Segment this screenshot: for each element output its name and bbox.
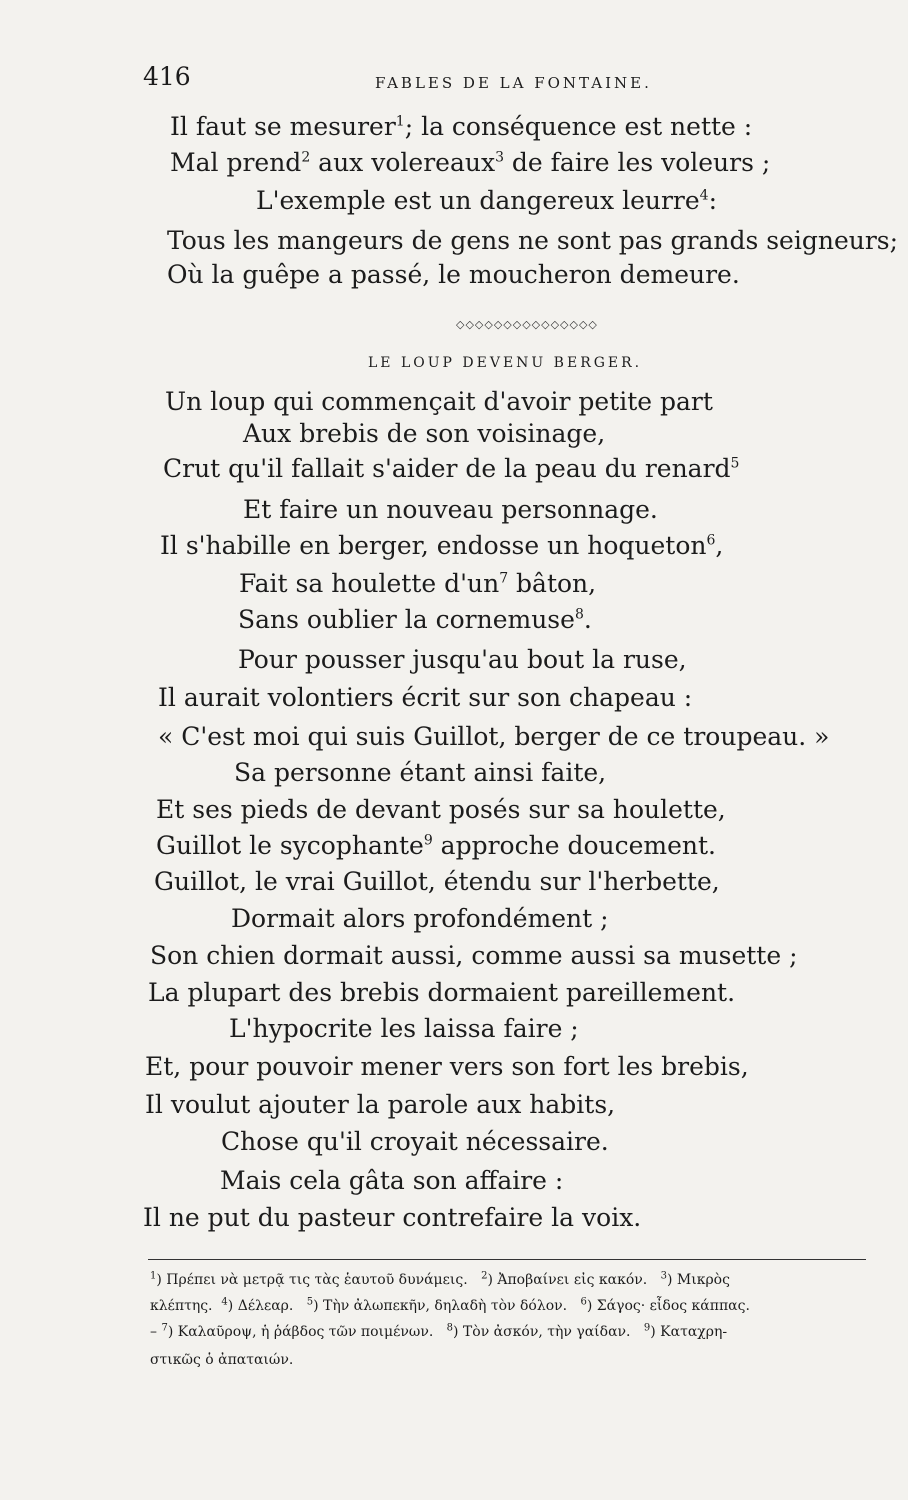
verse-line: Guillot, le vrai Guillot, étendu sur l'herbette, <box>154 867 720 896</box>
verse-line: Et faire un nouveau personnage. <box>243 495 658 524</box>
page-number: 416 <box>143 62 191 91</box>
footnote-line: $^1$) Πρέπει νὰ μετρᾷ τις τὰς ἑαυτοῦ δυνάμεις. $^2$) Ἀποβαίνει εἰς κακόν. $^3$) Μικρὸς <box>150 1270 730 1288</box>
footnote-line: στικῶς ὁ ἀπαταιών. <box>150 1352 294 1368</box>
verse-line: Guillot le sycophante$^9$ approche doucement. <box>156 831 716 860</box>
verse-line: Il voulut ajouter la parole aux habits, <box>145 1090 616 1119</box>
verse-line: Il aurait volontiers écrit sur son chapeau : <box>158 683 693 712</box>
verse-line: Sa personne étant ainsi faite, <box>234 758 607 787</box>
fable-title: LE LOUP DEVENU BERGER. <box>368 355 643 371</box>
verse-line: Et, pour pouvoir mener vers son fort les brebis, <box>145 1052 749 1081</box>
verse-line: Il ne put du pasteur contrefaire la voix. <box>143 1203 642 1232</box>
verse-line: Chose qu'il croyait nécessaire. <box>221 1127 609 1156</box>
verse-line: Aux brebis de son voisinage, <box>243 419 606 448</box>
verse-line: Dormait alors profondément ; <box>231 904 609 933</box>
verse-line: La plupart des brebis dormaient pareillement. <box>148 978 736 1007</box>
verse-line: Crut qu'il fallait s'aider de la peau du renard$^5$ <box>163 454 740 483</box>
verse-line: Mais cela gâta son affaire : <box>220 1166 564 1195</box>
footnote-line: – $^7$) Καλαῦροψ, ἡ ῥάβδος τῶν ποιμένων. $^8$) Τὸν ἀσκόν, τὴν γαίδαν. $^9$) Καταχρη- <box>150 1322 728 1340</box>
verse-line: L'hypocrite les laissa faire ; <box>229 1014 579 1043</box>
verse-line: Un loup qui commençait d'avoir petite part <box>165 387 713 416</box>
verse-line: Pour pousser jusqu'au bout la ruse, <box>238 645 687 674</box>
verse-line: Mal prend$^2$ aux volereaux$^3$ de faire les voleurs ; <box>170 148 771 177</box>
verse-line: Tous les mangeurs de gens ne sont pas grands seigneurs; <box>167 226 899 255</box>
verse-line: Fait sa houlette $d'un^7$ bâton, <box>239 569 597 598</box>
page-header <box>143 62 863 98</box>
running-title: FABLES DE LA FONTAINE. <box>375 74 652 92</box>
section-ornament: ◇◇◇◇◇◇◇◇◇◇◇◇◇◇◇ <box>456 318 598 331</box>
verse-line: L'exemple est un dangereux leurre$^4$: <box>256 186 718 215</box>
verse-line: Où la guêpe a passé, le moucheron demeure. <box>167 260 740 289</box>
footnote-line: κλέπτης. $^4$) Δέλεαρ. $^5$) Τὴν ἀλωπεκῆν, δηλαδὴ τὸν δόλον. $^6$) Σάγος· εἶδος κάππας. <box>150 1296 750 1314</box>
verse-line: Sans oublier la cornemuse$^8$. <box>238 605 592 634</box>
verse-line: Il s'habille en berger, endosse un hoqueton$^6$, <box>160 531 724 560</box>
footnote-rule <box>148 1259 866 1260</box>
verse-line: « C'est moi qui suis Guillot, berger de ce troupeau. » <box>158 722 830 751</box>
verse-line: Il faut se mesurer$^1$; la conséquence est nette : <box>170 112 753 141</box>
verse-line: Et ses pieds de devant posés sur sa houlette, <box>156 795 726 824</box>
verse-line: Son chien dormait aussi, comme aussi sa musette ; <box>150 941 798 970</box>
